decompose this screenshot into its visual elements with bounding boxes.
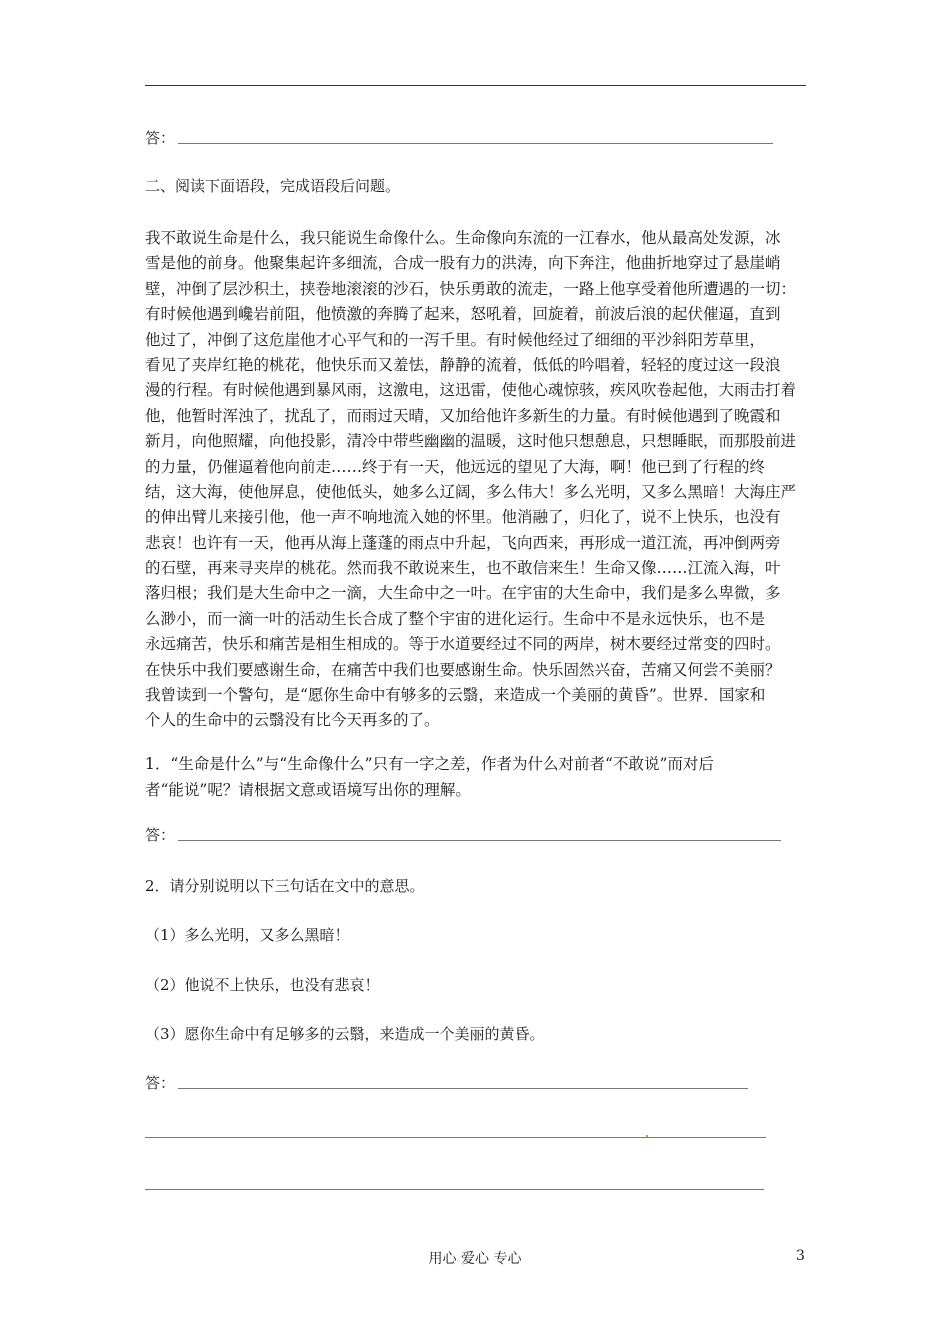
answer-line[interactable] — [178, 143, 773, 144]
answer-line[interactable] — [178, 1088, 748, 1089]
passage-line: 我曾读到一个警句，是“愿你生命中有够多的云翳，来造成一个美丽的黄昏”。世界．国家和 — [145, 686, 766, 705]
passage-line: 个人的生命中的云翳没有比今天再多的了。 — [145, 711, 440, 730]
answer-label: 答： — [145, 826, 176, 844]
passage-line: 他过了，冲倒了这危崖他才心平气和的一泻千里。有时候他经过了细细的平沙斜阳芳草里， — [145, 330, 766, 349]
passage-line: 他，他暂时浑浊了，扰乱了，而雨过天晴，又加给他许多新生的力量。有时候他遇到了晚霞和 — [145, 406, 781, 425]
passage-line: 的伸出臂儿来接引他，他一声不响地流入她的怀里。他消融了，归化了，说不上快乐，也没有 — [145, 508, 781, 527]
passage-line: 漫的行程。有时候他遇到暴风雨，这激电，这迅雷，使他心魂惊骇，疾风吹卷起他，大雨击打着 — [145, 381, 797, 400]
answer-label: 答： — [145, 1074, 176, 1092]
passage-line: 壁，冲倒了层沙积土，挟卷地滚滚的沙石，快乐勇敢的流走，一路上他享受着他所遭遇的一切： — [145, 279, 797, 298]
passage-line: 雪是他的前身。他聚集起许多细流，合成一股有力的洪涛，向下奔注，他曲折地穿过了悬崖峭 — [145, 254, 781, 273]
section-heading: 二、阅读下面语段，完成语段后问题。 — [145, 177, 401, 195]
passage-line: 永远痛苦，快乐和痛苦是相生相成的。等于水道要经过不同的两岸，树木要经过常变的四时。 — [145, 635, 781, 654]
passage-line: 在快乐中我们要感谢生命，在痛苦中我们也要感谢生命。快乐固然兴奋，苦痛又何尝不美丽？ — [145, 660, 781, 679]
question-1-line: 者“能说”呢？请根据文意或语境写出你的理解。 — [145, 781, 471, 799]
question-2-item: （1）多么光明，又多么黑暗！ — [145, 926, 350, 944]
passage-line: 结，这大海，使他屏息，使他低头，她多么辽阔，多么伟大！多么光明，又多么黑暗！大海庄严 — [145, 482, 797, 501]
answer-row-q1 — [145, 825, 785, 845]
passage-line: 有时候他遇到巉岩前阻，他愤激的奔腾了起来，怒吼着，回旋着，前波后浪的起伏催逼，直到 — [145, 305, 781, 324]
question-1 — [145, 751, 815, 803]
stray-mark — [646, 1135, 648, 1137]
passage-line: 悲哀！也许有一天，他再从海上蓬蓬的雨点中升起，飞向西来，再形成一道江流，再冲倒两旁 — [145, 533, 781, 552]
reading-passage — [145, 226, 815, 734]
top-rule — [145, 85, 806, 86]
passage-line: 落归根；我们是大生命中之一滴，大生命中之一叶。在宇宙的大生命中，我们是多么卑微，多 — [145, 584, 781, 603]
page-number: 3 — [796, 1248, 805, 1264]
question-1-line: 1．“生命是什么”与“生命像什么”只有一字之差，作者为什么对前者“不敢说”而对后 — [145, 755, 714, 773]
passage-line: 么渺小，而一滴一叶的活动生长合成了整个宇宙的进化运行。生命中不是永远快乐，也不是 — [145, 609, 766, 628]
passage-line: 我不敢说生命是什么，我只能说生命像什么。生命像向东流的一江春水，他从最高处发源，冰 — [145, 229, 781, 247]
passage-line: 的力量，仍催逼着他向前走……终于有一天，他远远的望见了大海，啊！他已到了行程的终 — [145, 457, 766, 476]
question-2: 2．请分别说明以下三句话在文中的意思。 — [145, 877, 425, 895]
question-2-item: （3）愿你生命中有足够多的云翳，来造成一个美丽的黄昏。 — [145, 1025, 545, 1043]
question-2-item: （2）他说不上快乐，也没有悲哀！ — [145, 976, 380, 994]
passage-line: 新月，向他照耀，向他投影，清冷中带些幽幽的温暖，这时他只想憩息，只想睡眠，而那股前进 — [145, 432, 797, 451]
answer-row-prev — [145, 128, 775, 148]
answer-line[interactable] — [178, 840, 781, 841]
answer-label: 答： — [145, 129, 176, 147]
passage-line: 的石壁，再来寻夹岸的桃花。然而我不敢说来生，也不敢信来生！生命又像……江流入海，叶 — [145, 559, 781, 578]
answer-row-q2 — [145, 1073, 755, 1093]
answer-line[interactable] — [145, 1137, 766, 1138]
passage-line: 看见了夹岸红艳的桃花，他快乐而又羞怯，静静的流着，低低的吟唱着，轻轻的度过这一段浪 — [145, 355, 781, 374]
answer-line[interactable] — [145, 1189, 764, 1190]
page-footer: 用心 爱心 专心 — [428, 1251, 522, 1267]
